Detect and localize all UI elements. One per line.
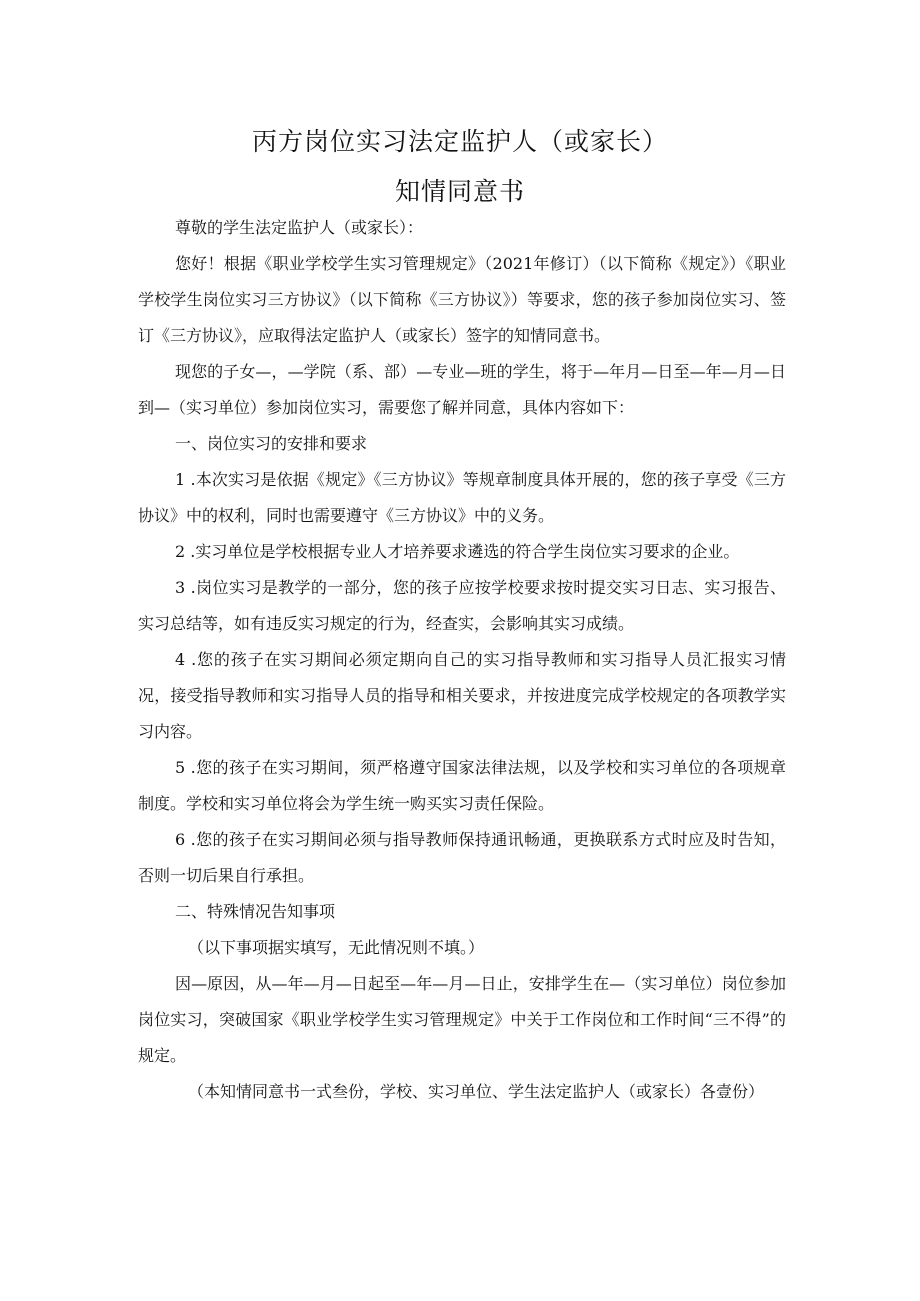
section2-body: 因—原因，从—年—月—日起至—年—月—日止，安排学生在—（实习单位）岗位参加岗位实习，突破国家《职业学校学生实习管理规定》中关于工作岗位和工作时间“三不得”的规定。 — [138, 974, 786, 1065]
document-title: 丙方岗位实习法定监护人（或家长） — [251, 127, 668, 156]
section2-heading: 二、特殊情况告知事项 — [175, 902, 336, 921]
document-body — [138, 210, 786, 1106]
document-subtitle: 知情同意书 — [394, 177, 525, 206]
salutation: 尊敬的学生法定监护人（或家长）： — [175, 218, 424, 237]
section2-note: （以下事项据实填写，无此情况则不填。） — [188, 938, 485, 957]
section1-heading: 一、岗位实习的安排和要求 — [175, 434, 368, 453]
list-item: 4 .您的孩子在实习期间必须定期向自己的实习指导教师和实习指导人员汇报实习情况，接受指导教师和实习指导人员的指导和相关要求，并按进度完成学校规定的各项教学实习内容。 — [138, 650, 786, 741]
list-item: 2 .实习单位是学校根据专业人才培养要求遴选的符合学生岗位实习要求的企业。 — [175, 542, 740, 561]
list-item: 6 .您的孩子在实习期间必须与指导教师保持通讯畅通，更换联系方式时应及时告知，否则一切后果自行承担。 — [138, 830, 786, 885]
list-item: 1 .本次实习是依据《规定》《三方协议》等规章制度具体开展的，您的孩子享受《三方协议》中的权利，同时也需要遵守《三方协议》中的义务。 — [138, 470, 786, 525]
intro-paragraph: 您好！根据《职业学校学生实习管理规定》（2021年修订）（以下简称《规定》）《职业学校学生岗位实习三方协议》（以下简称《三方协议》）等要求，您的孩子参加岗位实习、签订《三方协议》，应取得法定监护人（或家长）签字的知情同意书。 — [138, 254, 786, 345]
student-info-paragraph: 现您的子女—，—学院（系、部）—专业—班的学生，将于—年月—日至—年—月—日到—（实习单位）参加岗位实习，需要您了解并同意，具体内容如下： — [138, 362, 786, 417]
list-item: 5 .您的孩子在实习期间，须严格遵守国家法律法规，以及学校和实习单位的各项规章制度。学校和实习单位将会为学生统一购买实习责任保险。 — [138, 758, 786, 813]
copies-note: （本知情同意书一式叁份，学校、实习单位、学生法定监护人（或家长）各壹份） — [188, 1082, 765, 1101]
list-item: 3 .岗位实习是教学的一部分，您的孩子应按学校要求按时提交实习日志、实习报告、实习总结等，如有违反实习规定的行为，经查实，会影响其实习成绩。 — [138, 578, 786, 633]
